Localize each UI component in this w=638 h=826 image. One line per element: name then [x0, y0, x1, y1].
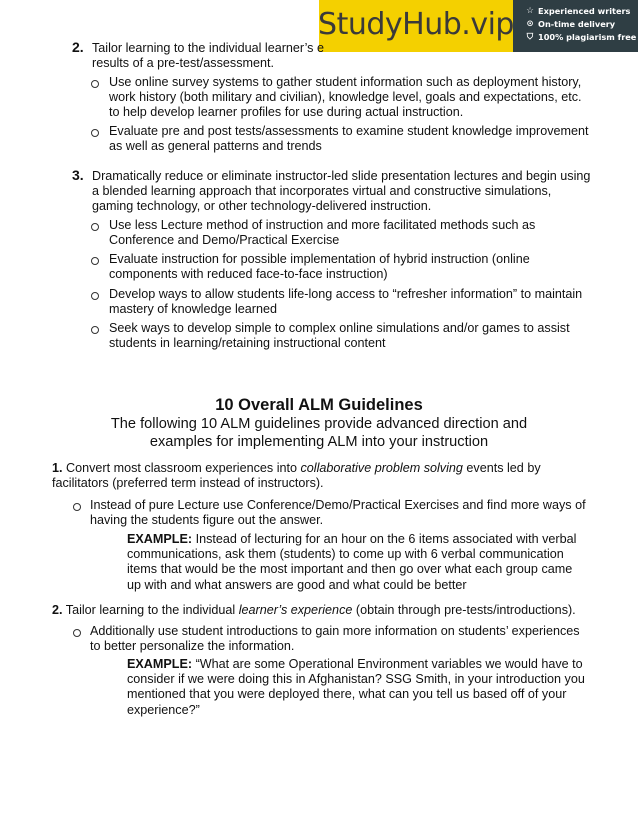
bullet-text — [109, 218, 535, 248]
text-line: up with and what answers are good and what could be better — [127, 577, 467, 592]
shield-icon: ⛉ — [526, 32, 534, 42]
banner-feature-text: Experienced writers — [538, 6, 631, 16]
text-line — [52, 603, 576, 618]
text-line: results of a pre-test/assessment. — [92, 56, 274, 71]
star-icon: ☆ — [526, 6, 534, 16]
guideline-number: 2. — [52, 603, 63, 617]
banner-feature-text: On-time delivery — [538, 19, 616, 29]
section-subtitle — [0, 416, 638, 451]
guideline-number: 1. — [52, 461, 63, 475]
text-line: having the students figure out the answer. — [90, 513, 324, 528]
text-line: facilitators (preferred term instead of instructors). — [52, 476, 324, 491]
bullet-text — [109, 321, 570, 351]
text-line: items that would be the most important and then go over what each group came — [127, 562, 573, 577]
bullet-circle-icon — [91, 129, 99, 137]
bullet-text — [109, 252, 530, 282]
bullet-circle-icon — [91, 223, 99, 231]
text-fragment: Convert most classroom experiences into — [62, 461, 301, 475]
bullet-text — [109, 287, 582, 317]
text-line: students in learning/retaining instructional content — [109, 336, 386, 351]
text-line: Use less Lecture method of instruction and more facilitated methods such as — [109, 218, 536, 232]
text-fragment: (obtain through pre-tests/introductions). — [352, 603, 576, 617]
subtitle-line: examples for implementing ALM into your instruction — [149, 433, 489, 450]
text-line — [127, 657, 585, 672]
text-line: Use online survey systems to gather student information such as deployment history, — [109, 75, 582, 89]
text-fragment: Tailor learning to the individual — [62, 603, 239, 617]
text-line: a blended learning approach that incorporates virtual and constructive simulations, — [92, 184, 552, 199]
bullet-circle-icon — [73, 503, 81, 511]
subtitle-line: The following 10 ALM guidelines provide advanced direction and — [110, 416, 528, 432]
text-line: components with reduced face-to-face instruction) — [109, 267, 388, 282]
text-fragment: “What are some Operational Environment variables we would have to — [192, 657, 583, 671]
text-line: Seek ways to develop simple to complex online simulations and/or games to assist — [109, 321, 570, 335]
text-line: to better personalize the information. — [90, 639, 295, 654]
emphasis-text: collaborative problem solving — [300, 461, 463, 475]
example-label: EXAMPLE: — [127, 532, 193, 546]
banner-feature-text: 100% plagiarism free — [538, 32, 637, 42]
banner-feature — [525, 31, 638, 44]
example-label: EXAMPLE: — [127, 657, 193, 671]
bullet-text — [90, 624, 580, 654]
text-line: Dramatically reduce or eliminate instructor-led slide presentation lectures and begin using — [92, 169, 591, 183]
bullet-text — [90, 498, 586, 528]
text-line: mastery of knowledge learned — [109, 302, 278, 317]
text-line: consider if we were doing this in Afghanistan? SSG Smith, in your introduction you — [127, 672, 585, 687]
text-line — [52, 461, 541, 476]
text-line: Additionally use student introductions to gain more information on students’ experiences — [90, 624, 580, 638]
section-title: 10 Overall ALM Guidelines — [215, 396, 423, 414]
text-line: Evaluate instruction for possible implementation of hybrid instruction (online — [109, 252, 530, 266]
text-line: Tailor learning to the individual learner’s e — [92, 41, 324, 55]
studyhub-logo[interactable]: StudyHub.vip — [319, 0, 513, 52]
item-text — [92, 41, 324, 71]
text-line: communications, ask them (students) to come up with 6 verbal communication — [127, 547, 564, 562]
bullet-circle-icon — [91, 292, 99, 300]
text-line: as well as general patterns and trends — [109, 139, 322, 154]
text-line: mentioned that you were deployed there, what can you tell us based off of your — [127, 687, 567, 702]
guideline-2 — [52, 603, 576, 618]
item-number: 3. — [72, 167, 84, 183]
text-line: Conference and Demo/Practical Exercise — [109, 233, 340, 248]
emphasis-text: learner’s experience — [238, 603, 353, 617]
banner-feature — [525, 5, 638, 18]
text-line — [127, 532, 576, 547]
bullet-text — [109, 124, 589, 154]
clock-icon: ⊙ — [526, 19, 534, 29]
item-number: 2. — [72, 39, 84, 55]
bullet-circle-icon — [91, 326, 99, 334]
bullet-circle-icon — [73, 629, 81, 637]
text-fragment: events led by — [462, 461, 541, 475]
guideline-1 — [52, 461, 541, 491]
text-line: to help develop learner profiles for use during actual instruction. — [109, 105, 464, 120]
example-block — [127, 532, 576, 593]
example-block — [127, 657, 585, 718]
banner-features — [513, 0, 638, 52]
text-line: experience?” — [127, 702, 200, 717]
item-text — [92, 169, 590, 215]
text-line: gaming technology, or other technology-delivered instruction. — [92, 199, 432, 214]
bullet-text — [109, 75, 582, 121]
text-fragment: Instead of lecturing for an hour on the 6 items associated with verbal — [192, 532, 577, 546]
bullet-circle-icon — [91, 80, 99, 88]
bullet-circle-icon — [91, 257, 99, 265]
text-line: Evaluate pre and post tests/assessments to examine student knowledge improvement — [109, 124, 589, 138]
text-line: Instead of pure Lecture use Conference/Demo/Practical Exercises and find more ways of — [90, 498, 586, 512]
banner-feature — [525, 18, 638, 31]
text-line: work history (both military and civilian), knowledge level, goals and expectations, etc. — [109, 90, 582, 105]
studyhub-banner[interactable] — [319, 0, 638, 52]
text-line: Develop ways to allow students life-long access to “refresher information” to maintain — [109, 287, 583, 301]
